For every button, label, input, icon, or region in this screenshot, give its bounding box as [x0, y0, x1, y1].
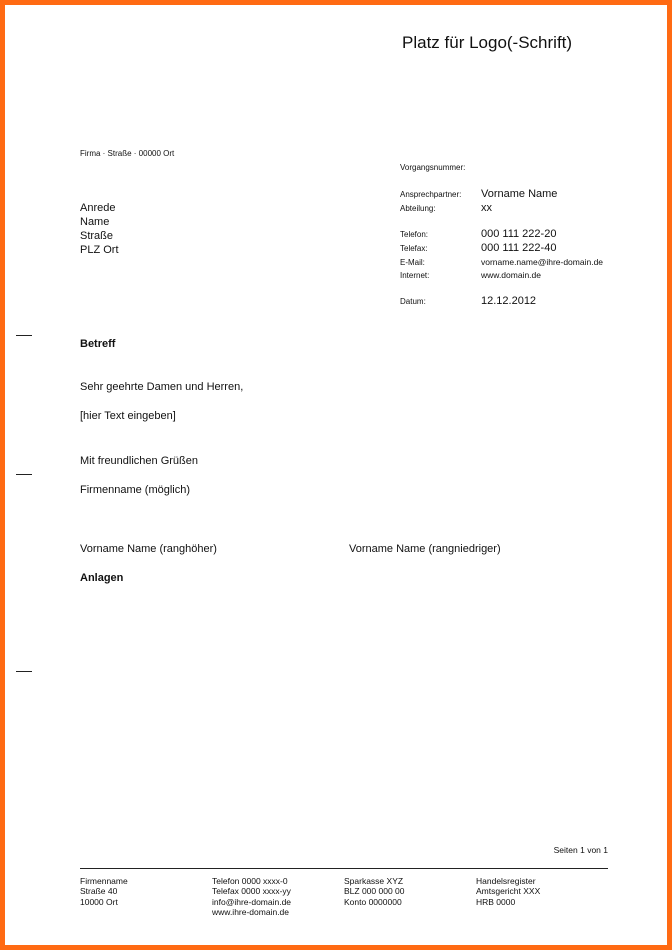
recipient-city: PLZ Ort — [80, 244, 119, 256]
footer-bank-name: Sparkasse XYZ — [344, 876, 404, 886]
email-value: vorname.name@ihre-domain.de — [481, 257, 604, 267]
telefax-label: Telefax: — [400, 244, 428, 253]
footer-company-name: Firmenname — [80, 876, 128, 886]
footer-phone: Telefon 0000 xxxx-0 — [212, 876, 288, 886]
punch-mark — [16, 474, 32, 475]
fold-mark-bottom — [16, 671, 32, 672]
footer-company-city: 10000 Ort — [80, 896, 118, 907]
footer-account: Konto 0000000 — [344, 896, 402, 907]
footer-divider — [80, 868, 608, 869]
closing: Mit freundlichen Grüßen — [80, 455, 198, 467]
footer-fax: Telefax 0000 xxxx-yy — [212, 886, 291, 897]
footer-company — [80, 876, 128, 907]
abteilung-label: Abteilung: — [400, 204, 436, 213]
sender-line: Firma · Straße · 00000 Ort — [80, 149, 175, 158]
salutation: Sehr geehrte Damen und Herren, — [80, 381, 244, 393]
footer-company-street: Straße 40 — [80, 886, 118, 897]
footer-contact — [212, 876, 291, 918]
fold-mark-top — [16, 335, 32, 336]
footer-web: www.ihre-domain.de — [212, 907, 290, 918]
footer-email: info@ihre-domain.de — [212, 896, 292, 907]
footer-blz: BLZ 000 000 00 — [344, 886, 405, 897]
footer-court: Amtsgericht XXX — [476, 886, 541, 897]
recipient-salutation: Anrede — [80, 202, 116, 214]
company-signature: Firmenname (möglich) — [80, 484, 191, 496]
internet-label: Internet: — [400, 271, 430, 280]
recipient-name: Name — [80, 216, 110, 228]
internet-value: www.domain.de — [481, 270, 542, 280]
telefon-value: 000 111 222-20 — [481, 228, 557, 240]
footer-hrb: HRB 0000 — [476, 896, 516, 907]
ansprech-value: Vorname Name — [481, 188, 558, 200]
body-placeholder: [hier Text eingeben] — [80, 410, 176, 422]
subject-line: Betreff — [80, 338, 116, 350]
email-label: E-Mail: — [400, 258, 425, 267]
datum-label: Datum: — [400, 297, 426, 306]
footer-register — [476, 876, 540, 907]
recipient-street: Straße — [80, 230, 114, 242]
ansprech-label: Ansprechpartner: — [400, 190, 462, 199]
page-count: Seiten 1 von 1 — [553, 845, 608, 855]
logo-placeholder: Platz für Logo(-Schrift) — [402, 33, 573, 52]
abteilung-value: xx — [481, 202, 492, 214]
telefax-value: 000 111 222-40 — [481, 242, 557, 254]
signer-right: Vorname Name (rangniedriger) — [349, 543, 501, 555]
telefon-label: Telefon: — [400, 230, 429, 239]
footer-bank — [344, 876, 405, 907]
vorgang-label: Vorgangsnummer: — [400, 163, 466, 172]
datum-value: 12.12.2012 — [481, 295, 537, 307]
footer-register-label: Handelsregister — [476, 876, 536, 886]
attachments-heading: Anlagen — [80, 572, 124, 584]
signer-left: Vorname Name (ranghöher) — [80, 543, 217, 555]
